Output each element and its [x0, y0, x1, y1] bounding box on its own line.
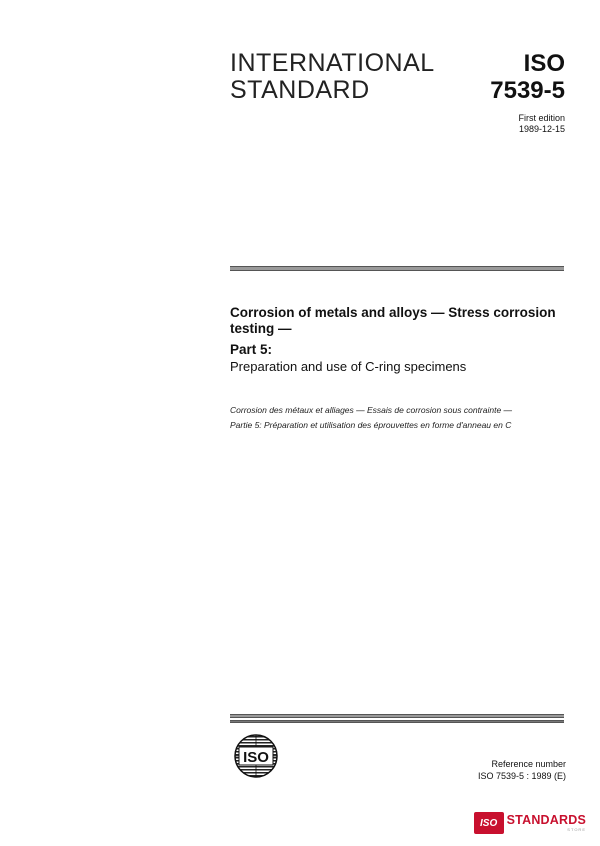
- edition-info: [518, 113, 565, 135]
- part-label: Part 5:: [230, 342, 273, 357]
- french-title-line1: Corrosion des métaux et alliages — Essais de corrosion sous contrainte —: [230, 405, 513, 415]
- store-word: STANDARDS: [506, 812, 586, 827]
- document-type-line2: STANDARD: [230, 76, 370, 104]
- document-type: [230, 50, 435, 104]
- store-text: [507, 814, 586, 833]
- standard-number: [490, 50, 565, 104]
- french-title-line2: Partie 5: Préparation et utilisation des éprouvettes en forme d'anneau en C: [230, 420, 512, 430]
- iso-logo-text: ISO: [243, 749, 269, 766]
- store-sub: STORE: [567, 827, 586, 833]
- top-divider: [230, 266, 564, 271]
- store-logo-icon: ISO: [474, 812, 504, 834]
- bottom-divider-thin: [230, 720, 564, 723]
- french-title: [230, 403, 570, 433]
- reference-label: Reference number: [491, 759, 566, 769]
- standard-number-value: 7539-5: [490, 77, 565, 104]
- edition-label: First edition: [518, 113, 565, 123]
- reference-block: [478, 758, 566, 782]
- edition-date: 1989-12-15: [518, 124, 565, 134]
- store-badge[interactable]: [474, 810, 586, 836]
- iso-logo-icon: [233, 733, 279, 779]
- bottom-divider: [230, 714, 564, 718]
- part-title: Preparation and use of C-ring specimens: [230, 359, 467, 374]
- document-type-line1: INTERNATIONAL: [230, 49, 435, 77]
- reference-number: ISO 7539-5 : 1989 (E): [477, 771, 566, 781]
- main-title: Corrosion of metals and alloys — Stress corrosion testing —: [230, 305, 556, 336]
- iso-label: ISO: [523, 50, 565, 77]
